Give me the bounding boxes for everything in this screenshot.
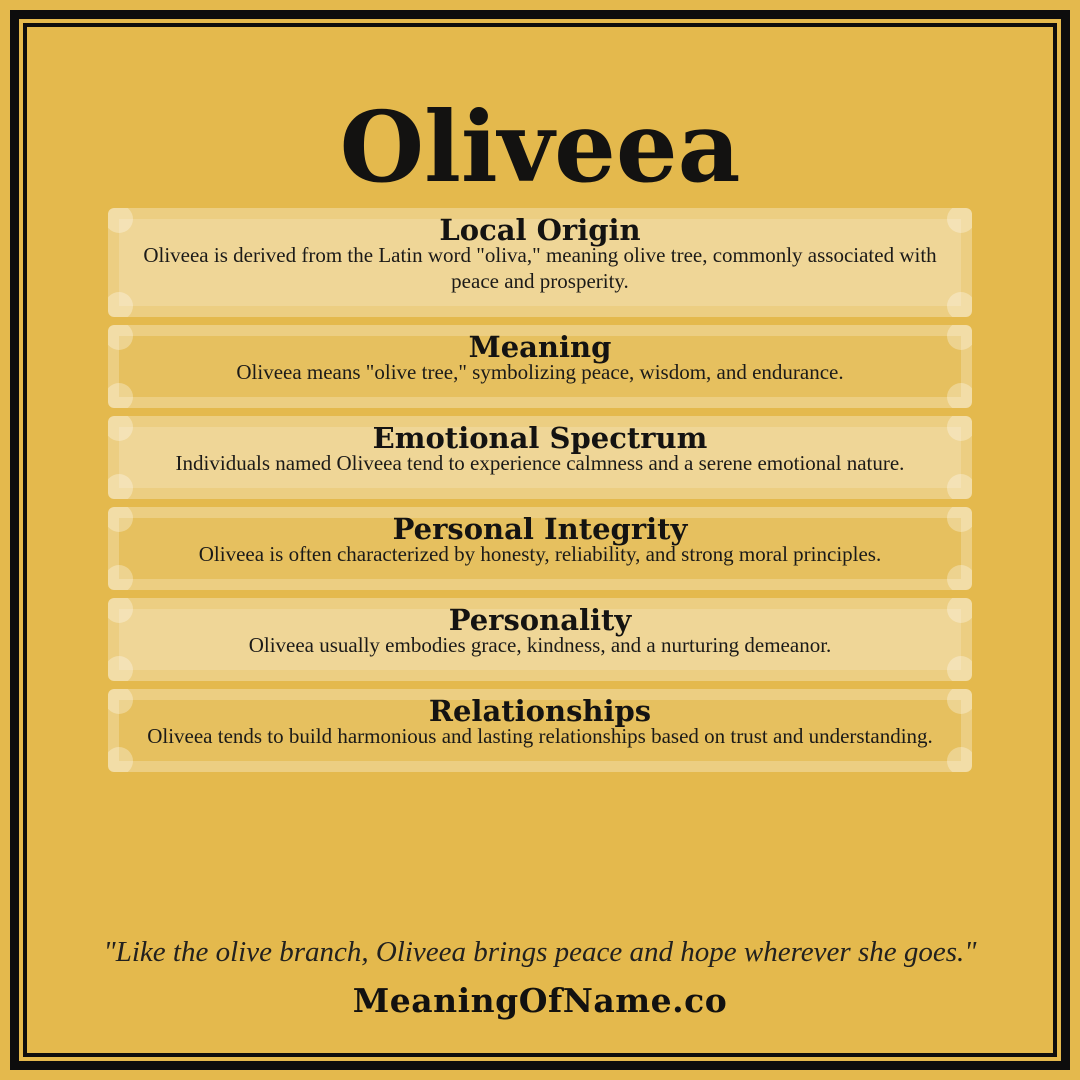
card-heading: Personal Integrity (392, 511, 688, 546)
corner-dot (947, 656, 972, 681)
card-personality (108, 598, 972, 681)
card-heading: Relationships (428, 694, 652, 728)
info-card-list (108, 208, 972, 772)
corner-dot (108, 747, 133, 772)
corner-dot (108, 656, 133, 681)
corner-dot (947, 474, 972, 499)
page-title: Oliveea (339, 89, 741, 204)
card-local-origin (108, 208, 972, 317)
card-body: Oliveea means "olive tree," symbolizing peace, wisdom, and endurance. (236, 360, 844, 385)
corner-dot (947, 565, 972, 590)
card-meaning (108, 325, 972, 408)
card-body: Oliveea usually embodies grace, kindness, and a nurturing demeanor. (248, 633, 832, 658)
card-body: Oliveea tends to build harmonious and lasting relationships based on trust and understanding. (147, 724, 933, 749)
card-body: Oliveea is derived from the Latin word "oliva," meaning olive tree, commonly associated with peace and prosperity. (143, 243, 937, 294)
corner-dot (947, 292, 972, 317)
corner-dot (947, 416, 972, 441)
card-emotional-spectrum (108, 416, 972, 499)
corner-dot (108, 474, 133, 499)
corner-dot (947, 689, 972, 714)
card-heading: Meaning (468, 329, 612, 364)
corner-dot (947, 598, 972, 623)
card-personal-integrity (108, 507, 972, 590)
corner-dot (947, 747, 972, 772)
corner-dot (947, 507, 972, 532)
card-body: Oliveea is often characterized by honesty, reliability, and strong moral principles. (198, 542, 882, 567)
card-heading: Personality (448, 602, 632, 637)
corner-dot (947, 325, 972, 350)
corner-dot (947, 383, 972, 408)
corner-dot (947, 208, 972, 233)
corner-dot (108, 565, 133, 590)
brand-name: MeaningOfName.co (352, 981, 728, 1020)
card-body: Individuals named Oliveea tend to experience calmness and a serene emotional nature. (175, 451, 905, 476)
card-heading: Local Origin (439, 213, 641, 247)
corner-dot (108, 383, 133, 408)
card-heading: Emotional Spectrum (372, 420, 708, 455)
card-relationships (108, 689, 972, 772)
footer-quote: "Like the olive branch, Oliveea brings peace and hope wherever she goes." (103, 936, 977, 968)
